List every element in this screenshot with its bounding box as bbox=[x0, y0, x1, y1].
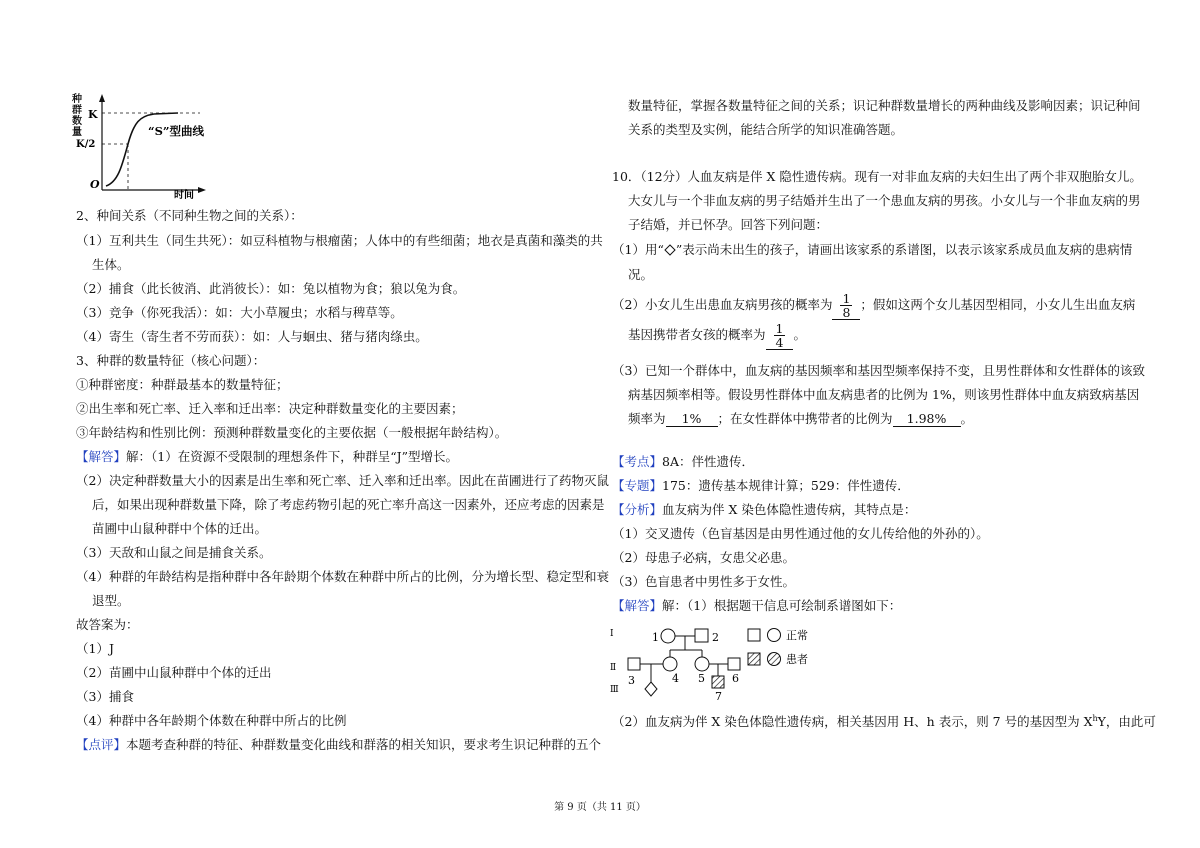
left-line-8: ②出生率和死亡率、迁入率和迁出率：决定种群数量变化的主要因素； bbox=[76, 401, 464, 416]
left-line-15: 退型。 bbox=[92, 593, 130, 608]
comment-text: 本题考查种群的特征、种群数量变化曲线和群落的相关知识，要求考生识记种群的五个 bbox=[126, 737, 602, 752]
answer-tag: 【解答】 bbox=[76, 449, 127, 464]
left-line-7: ①种群密度：种群最基本的数量特征； bbox=[76, 377, 289, 392]
jieda-line: 【解答】解：（1）根据题干信息可绘制系谱图如下： bbox=[612, 598, 902, 613]
left-line-9: ③年龄结构和性别比例：预测种群数量变化的主要依据（一般根据年龄结构）。 bbox=[76, 425, 508, 440]
left-line-2: 生体。 bbox=[92, 257, 130, 272]
member-6-number: 6 bbox=[732, 672, 739, 685]
member-2-number: 2 bbox=[712, 631, 719, 644]
left-line-16: 故答案为： bbox=[76, 617, 139, 632]
answer-blank-4: 1.98% bbox=[893, 411, 961, 427]
zhuanti-line: 【专题】175：遗传基本规律计算；529：伴性遗传． bbox=[612, 478, 910, 493]
svg-text:量: 量 bbox=[72, 127, 82, 138]
left-line-10: （2）决定种群数量大小的因素是出生率和死亡率、迁入率和迁出率。因此在苗圃进行了药物灭鼠 bbox=[76, 473, 609, 488]
left-comment-line bbox=[76, 735, 601, 753]
s-curve-title: “S”型曲线 bbox=[148, 124, 205, 138]
member-1-number: 1 bbox=[652, 631, 659, 644]
member-2-male bbox=[695, 629, 708, 642]
q10-p2-line-1: （2）小女儿生出患血友病男孩的概率为 $\frac{1}{8}$ ；假如这两个女儿基因型相同，小女儿生出血友病 bbox=[612, 291, 1136, 320]
right-top-0: 数量特征，掌握各数量特征之间的关系；识记种群数量增长的两种曲线及影响因素；识记种间 bbox=[628, 98, 1141, 113]
legend-normal-label: 正常 bbox=[786, 629, 808, 642]
k-half-label: K/2 bbox=[76, 139, 96, 150]
left-line-13: （3）天敌和山鼠之间是捕食关系。 bbox=[76, 545, 272, 560]
generation-2-label: Ⅱ bbox=[610, 663, 617, 673]
y-axis-arrow bbox=[99, 94, 105, 102]
unborn-child-diamond bbox=[645, 682, 657, 696]
q10-p1-line-2: 况。 bbox=[628, 267, 654, 282]
k-label: K bbox=[88, 108, 98, 121]
member-7-affected-male bbox=[712, 676, 724, 688]
q10-p2-line-2: 基因携带者女孩的概率为 $\frac{1}{4}$ 。 bbox=[628, 321, 806, 350]
superscript-h: h bbox=[1092, 713, 1098, 723]
left-line-17: （1）J bbox=[76, 641, 114, 656]
q10-p3-line-3: 频率为 1% ；在女性群体中携带者的比例为 1.98% 。 bbox=[628, 411, 974, 426]
fenxi-point-3: （3）色盲患者中男性多于女性。 bbox=[612, 574, 795, 589]
q10-p3-line-1: （3）已知一个群体中，血友病的基因频率和基因型频率保持不变，且男性群体和女性群体的该致 bbox=[612, 363, 1145, 378]
y-axis-label bbox=[71, 92, 82, 138]
answer-blank-1 bbox=[832, 292, 860, 320]
left-line-0: 2、种间关系（不同种生物之间的关系）： bbox=[76, 208, 303, 223]
last-line: （2）血友病为伴 X 染色体隐性遗传病，相关基因用 H、h 表示，则 7 号的基因型为 $X^hY$，由此可 bbox=[612, 713, 1156, 729]
q10-line-1: 10．（12分）人血友病是伴 X 隐性遗传病。现有一对非血友病的夫妇生出了两个非双胞胎女儿。 bbox=[612, 169, 1142, 184]
page-footer: 第 9 页（共 11 页） bbox=[554, 802, 646, 813]
fenxi-point-2: （2）母患子必病，女患父必患。 bbox=[612, 550, 795, 565]
member-1-female bbox=[661, 629, 675, 643]
svg-text:种: 种 bbox=[72, 94, 82, 105]
member-4-female bbox=[663, 657, 677, 671]
legend-normal-male bbox=[748, 629, 760, 641]
generation-3-label: Ⅲ bbox=[610, 685, 619, 695]
legend-affected-male bbox=[748, 653, 760, 665]
left-line-20: （4）种群中各年龄期个体数在种群中所占的比例 bbox=[76, 713, 347, 728]
origin-label: O bbox=[90, 178, 100, 191]
q10-line-2: 大女儿与一个非血友病的男子结婚并生出了一个患血友病的男孩。小女儿与一个非血友病的男 bbox=[628, 193, 1141, 208]
q10-line-3: 子结婚，并已怀孕。回答下列问题： bbox=[628, 217, 829, 232]
q10-p3-line-2: 病基因频率相等。假设男性群体中血友病患者的比例为 1%，则该男性群体中血友病致病基因 bbox=[628, 387, 1140, 402]
member-3-number: 3 bbox=[628, 674, 635, 687]
left-line-12: 苗圃中山鼠种群中个体的迁出。 bbox=[92, 521, 268, 536]
comment-tag: 【点评】 bbox=[76, 737, 127, 752]
legend-affected-female bbox=[768, 653, 781, 666]
legend-affected-label: 患者 bbox=[786, 653, 808, 666]
fenxi-line: 【分析】血友病为伴 X 染色体隐性遗传病，其特点是： bbox=[612, 502, 917, 517]
left-line-19: （3）捕食 bbox=[76, 689, 134, 704]
left-line-18: （2）苗圃中山鼠种群中个体的迁出 bbox=[76, 665, 272, 680]
fraction-one-quarter: $\frac{1}{4}$ bbox=[775, 321, 784, 350]
answer-text: 解：（1）在资源不受限制的理想条件下，种群呈“J”型增长。 bbox=[126, 449, 459, 464]
left-line-5: （4）寄生（寄生者不劳而获）：如：人与蛔虫、猪与猪肉绦虫。 bbox=[76, 329, 428, 344]
legend-normal-female bbox=[768, 629, 781, 642]
diamond-symbol-icon bbox=[664, 244, 676, 256]
member-3-male bbox=[628, 658, 640, 670]
left-line-3: （2）捕食（此长彼消、此消彼长）：如：兔以植物为食；狼以兔为食。 bbox=[76, 281, 466, 296]
member-7-number: 7 bbox=[715, 690, 722, 702]
answer-blank-3: 1% bbox=[666, 411, 718, 427]
member-4-number: 4 bbox=[672, 672, 679, 685]
right-top-1: 关系的类型及实例，能结合所学的知识准确答题。 bbox=[628, 122, 904, 137]
svg-text:群: 群 bbox=[72, 105, 82, 116]
fraction-one-eighth: $\frac{1}{8}$ bbox=[842, 291, 851, 320]
left-answer-line bbox=[76, 447, 458, 465]
member-6-male bbox=[728, 658, 740, 670]
generation-1-label: Ⅰ bbox=[610, 629, 614, 639]
q10-p1-line-1: （1）用“ ”表示尚未出生的孩子，请画出该家系的系谱图，以表示该家系成员血友病的患病情 bbox=[612, 242, 1133, 257]
left-line-1: （1）互利共生（同生共死）：如豆科植物与根瘤菌；人体中的有些细菌；地衣是真菌和藻类的共 bbox=[76, 233, 603, 248]
answer-blank-2 bbox=[766, 322, 794, 350]
fenxi-point-1: （1）交叉遗传（色盲基因是由男性通过他的女儿传给他的外孙的）。 bbox=[612, 526, 989, 541]
member-5-female bbox=[695, 657, 709, 671]
kaodian-line: 【考点】8A：伴性遗传． bbox=[612, 454, 754, 469]
x-axis-label: 时间 bbox=[174, 190, 194, 200]
pedigree-chart bbox=[606, 620, 856, 702]
left-line-6: 3、种群的数量特征（核心问题）： bbox=[76, 353, 266, 368]
left-line-14: （4）种群的年龄结构是指种群中各年龄期个体数在种群中所占的比例，分为增长型、稳定型和衰 bbox=[76, 569, 609, 584]
s-curve-figure bbox=[70, 90, 230, 200]
member-5-number: 5 bbox=[698, 672, 705, 685]
left-line-11: 后，如果出现种群数量下降，除了考虑药物引起的死亡率升高这一因素外，还应考虑的因素是 bbox=[92, 497, 605, 512]
x-axis-arrow bbox=[198, 187, 206, 193]
svg-text:数: 数 bbox=[72, 116, 82, 127]
left-line-4: （3）竞争（你死我活）：如：大小草履虫；水稻与稗草等。 bbox=[76, 305, 403, 320]
